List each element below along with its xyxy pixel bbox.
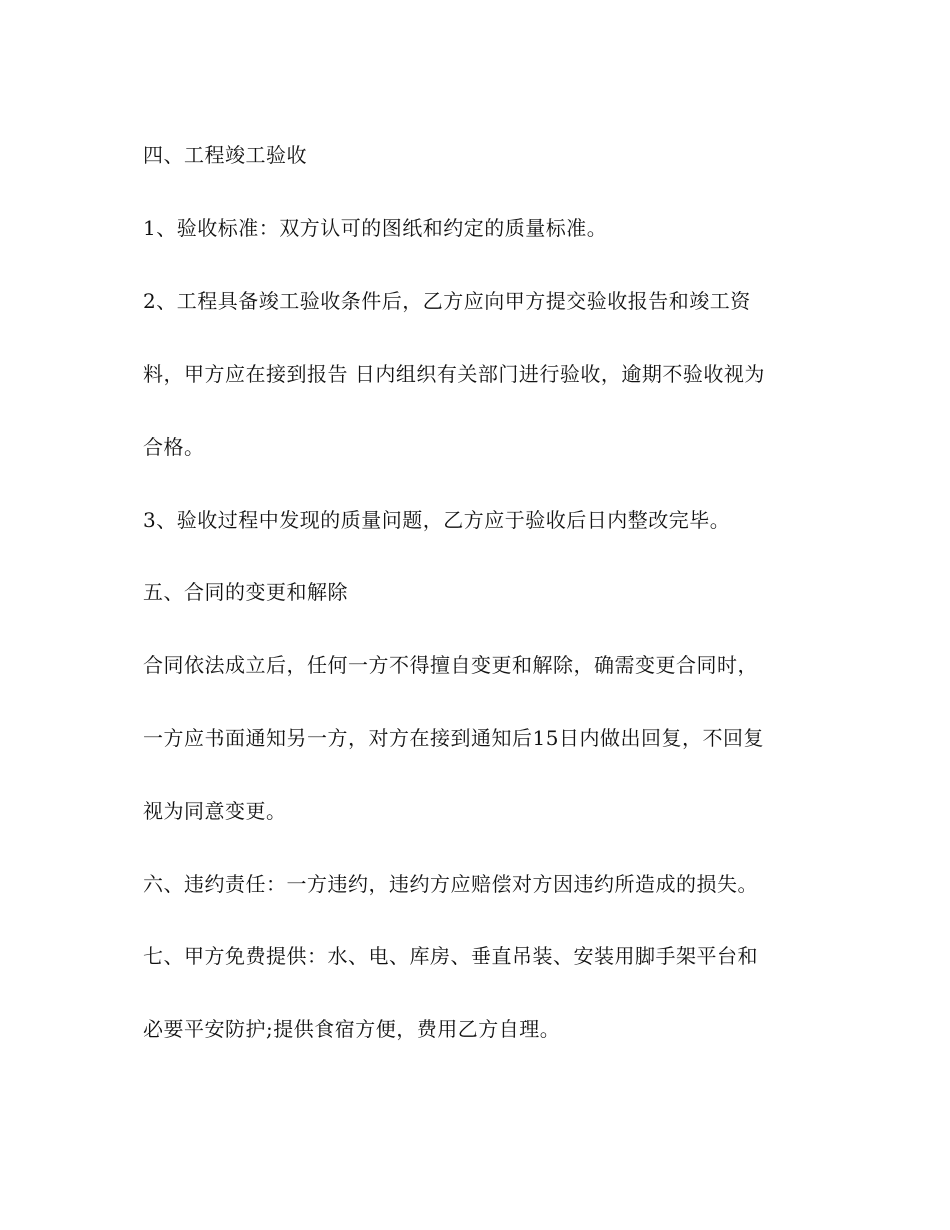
section-5-line-1: 合同依法成立后，任何一方不得擅自变更和解除，确需变更合同时， — [143, 653, 758, 677]
section-4-item-2-line-1: 2、工程具备竣工验收条件后，乙方应向甲方提交验收报告和竣工资 — [143, 289, 751, 313]
section-7-line-2: 必要平安防护;提供食宿方便，费用乙方自理。 — [143, 1017, 561, 1041]
section-4-item-2-line-3: 合格。 — [143, 435, 205, 459]
section-5-heading: 五、合同的变更和解除 — [143, 580, 348, 604]
section-5-line-3: 视为同意变更。 — [143, 799, 287, 823]
section-5-line-2: 一方应书面通知另一方，对方在接到通知后15日内做出回复，不回复 — [143, 726, 764, 750]
section-7-line-1: 七、甲方免费提供：水、电、库房、垂直吊装、安装用脚手架平台和 — [143, 944, 758, 968]
section-4-item-2-line-2: 料，甲方应在接到报告 日内组织有关部门进行验收，逾期不验收视为 — [143, 362, 765, 386]
section-4-item-1: 1、验收标准：双方认可的图纸和约定的质量标准。 — [143, 216, 608, 240]
section-4-item-3: 3、验收过程中发现的质量问题，乙方应于验收后日内整改完毕。 — [143, 508, 731, 532]
section-4-heading: 四、工程竣工验收 — [143, 143, 307, 167]
section-6-text: 六、违约责任：一方违约，违约方应赔偿对方因违约所造成的损失。 — [143, 872, 758, 896]
